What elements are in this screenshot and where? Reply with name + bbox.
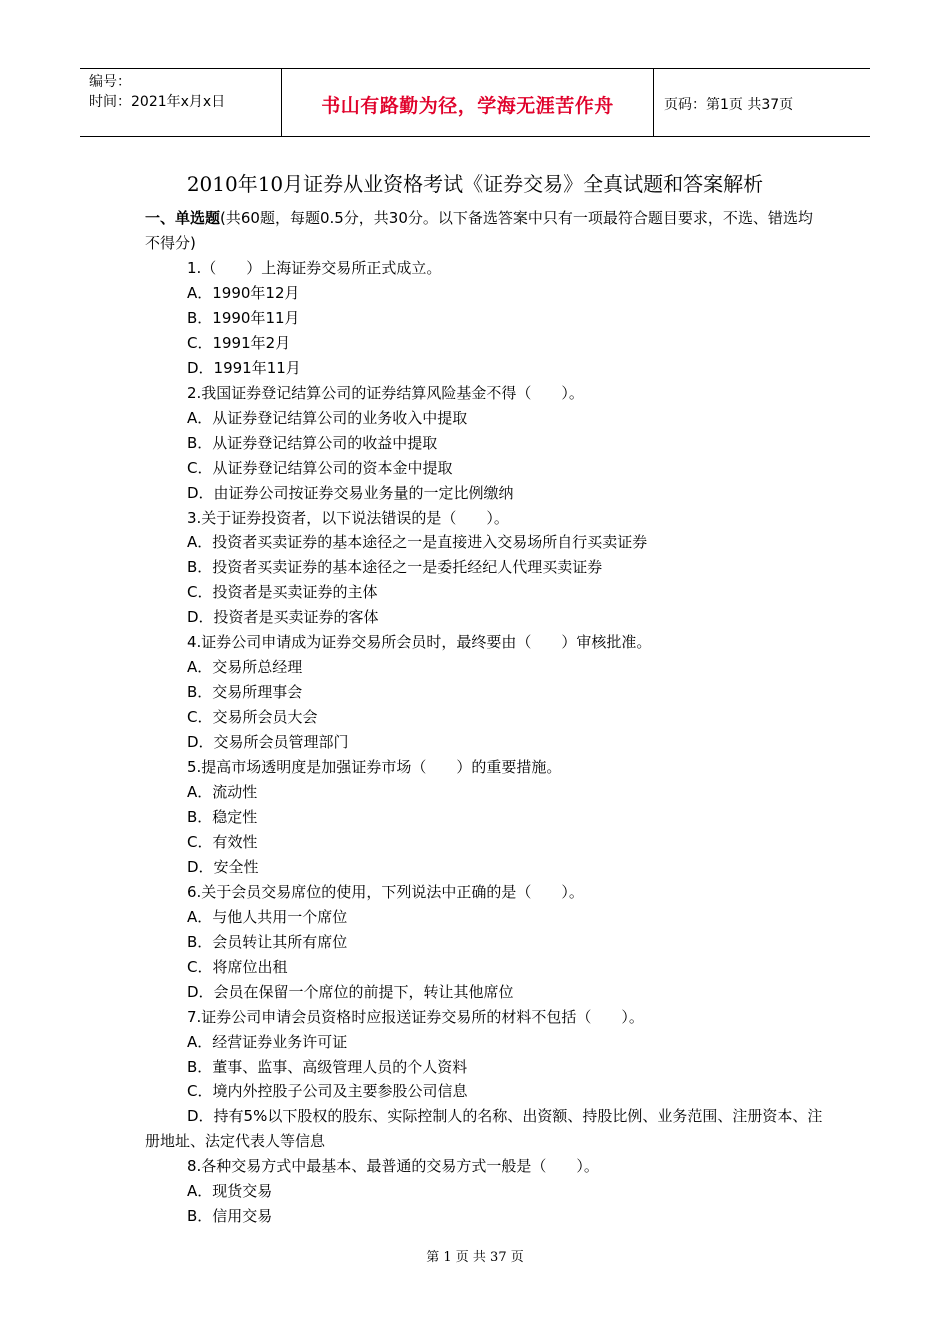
- header-meta: [80, 69, 282, 136]
- question-line: B．交易所理事会: [187, 683, 303, 702]
- time-label: 时间：2021年x月x日: [89, 94, 226, 110]
- question-line: 4.证券公司申请成为证券交易所会员时，最终要由（ ）审核批准。: [187, 633, 652, 652]
- question-line: D．交易所会员管理部门: [187, 733, 349, 752]
- question-line: 6.关于会员交易席位的使用，下列说法中正确的是（ ）。: [187, 882, 584, 901]
- question-line: B．从证券登记结算公司的收益中提取: [187, 433, 438, 452]
- page-header: [80, 68, 870, 137]
- page-label: 页码：第1页 共37页: [664, 96, 794, 113]
- question-line: C．有效性: [187, 832, 258, 851]
- section-heading: [145, 206, 825, 256]
- question-line: A．现货交易: [187, 1182, 273, 1201]
- question-line: B．会员转让其所有席位: [187, 932, 348, 951]
- question-line: C．将席位出租: [187, 957, 288, 976]
- document-body: [145, 206, 825, 1229]
- question-list: [145, 256, 825, 1104]
- question-line: B．董事、监事、高级管理人员的个人资料: [187, 1057, 468, 1076]
- question-line: A．投资者买卖证券的基本途径之一是直接进入交易场所自行买卖证券: [187, 533, 648, 552]
- page-footer: 第 1 页 共 37 页: [426, 1250, 524, 1265]
- question-line: A．流动性: [187, 783, 258, 802]
- question-line: C．境内外控股子公司及主要参股公司信息: [187, 1082, 468, 1101]
- question-line: 7.证券公司申请会员资格时应报送证券交易所的材料不包括（ ）。: [187, 1007, 644, 1026]
- question-line: A．从证券登记结算公司的业务收入中提取: [187, 408, 468, 427]
- question-line: C．1991年2月: [187, 333, 291, 352]
- question-line: C．交易所会员大会: [187, 708, 318, 727]
- question-line: C．投资者是买卖证券的主体: [187, 583, 378, 602]
- section-description: (共60题，每题0.5分，共30分。以下备选答案中只有一项最符合题目要求，不选、错选均不得分): [145, 209, 813, 252]
- question-line: B．投资者买卖证券的基本途径之一是委托经纪人代理买卖证券: [187, 558, 603, 577]
- question-line: D．由证券公司按证券交易业务量的一定比例缴纳: [187, 483, 514, 502]
- question-line: D．1991年11月: [187, 358, 301, 377]
- motto-text: 书山有路勤为径，学海无涯苦作舟: [321, 95, 614, 117]
- question-line: A．交易所总经理: [187, 658, 303, 677]
- number-label: 编号：: [89, 74, 131, 90]
- question-line: 5.提高市场透明度是加强证券市场（ ）的重要措施。: [187, 758, 562, 777]
- question-line: 1.（ ）上海证券交易所正式成立。: [187, 259, 442, 277]
- header-motto: [282, 69, 654, 136]
- question-line: D．持有5%以下股权的股东、实际控制人的名称、出资额、持股比例、业务范围、注册资本、注册地址、法定代表人等信息: [145, 1107, 823, 1151]
- document-title: 2010年10月证券从业资格考试《证券交易》全真试题和答案解析: [186, 172, 764, 196]
- header-page: [654, 69, 870, 136]
- question-line: B．1990年11月: [187, 308, 300, 327]
- question-line: 2.我国证券登记结算公司的证券结算风险基金不得（ ）。: [187, 383, 584, 402]
- question-line: D．投资者是买卖证券的客体: [187, 608, 379, 627]
- question-line: 8.各种交易方式中最基本、最普通的交易方式一般是（ ）。: [187, 1157, 599, 1176]
- question-line: B．稳定性: [187, 807, 258, 826]
- question-line: D．安全性: [187, 857, 259, 876]
- section-title: 一、单选题: [145, 209, 221, 227]
- question-line: 3.关于证券投资者，以下说法错误的是（ ）。: [187, 508, 509, 527]
- question-line: A．与他人共用一个席位: [187, 907, 348, 926]
- question-line: A．1990年12月: [187, 283, 300, 302]
- question-line: B．信用交易: [187, 1207, 273, 1226]
- question-list-continued: [145, 1154, 825, 1229]
- question-line: A．经营证券业务许可证: [187, 1032, 348, 1051]
- question-line: D．会员在保留一个席位的前提下，转让其他席位: [187, 982, 514, 1001]
- question-line: C．从证券登记结算公司的资本金中提取: [187, 458, 453, 477]
